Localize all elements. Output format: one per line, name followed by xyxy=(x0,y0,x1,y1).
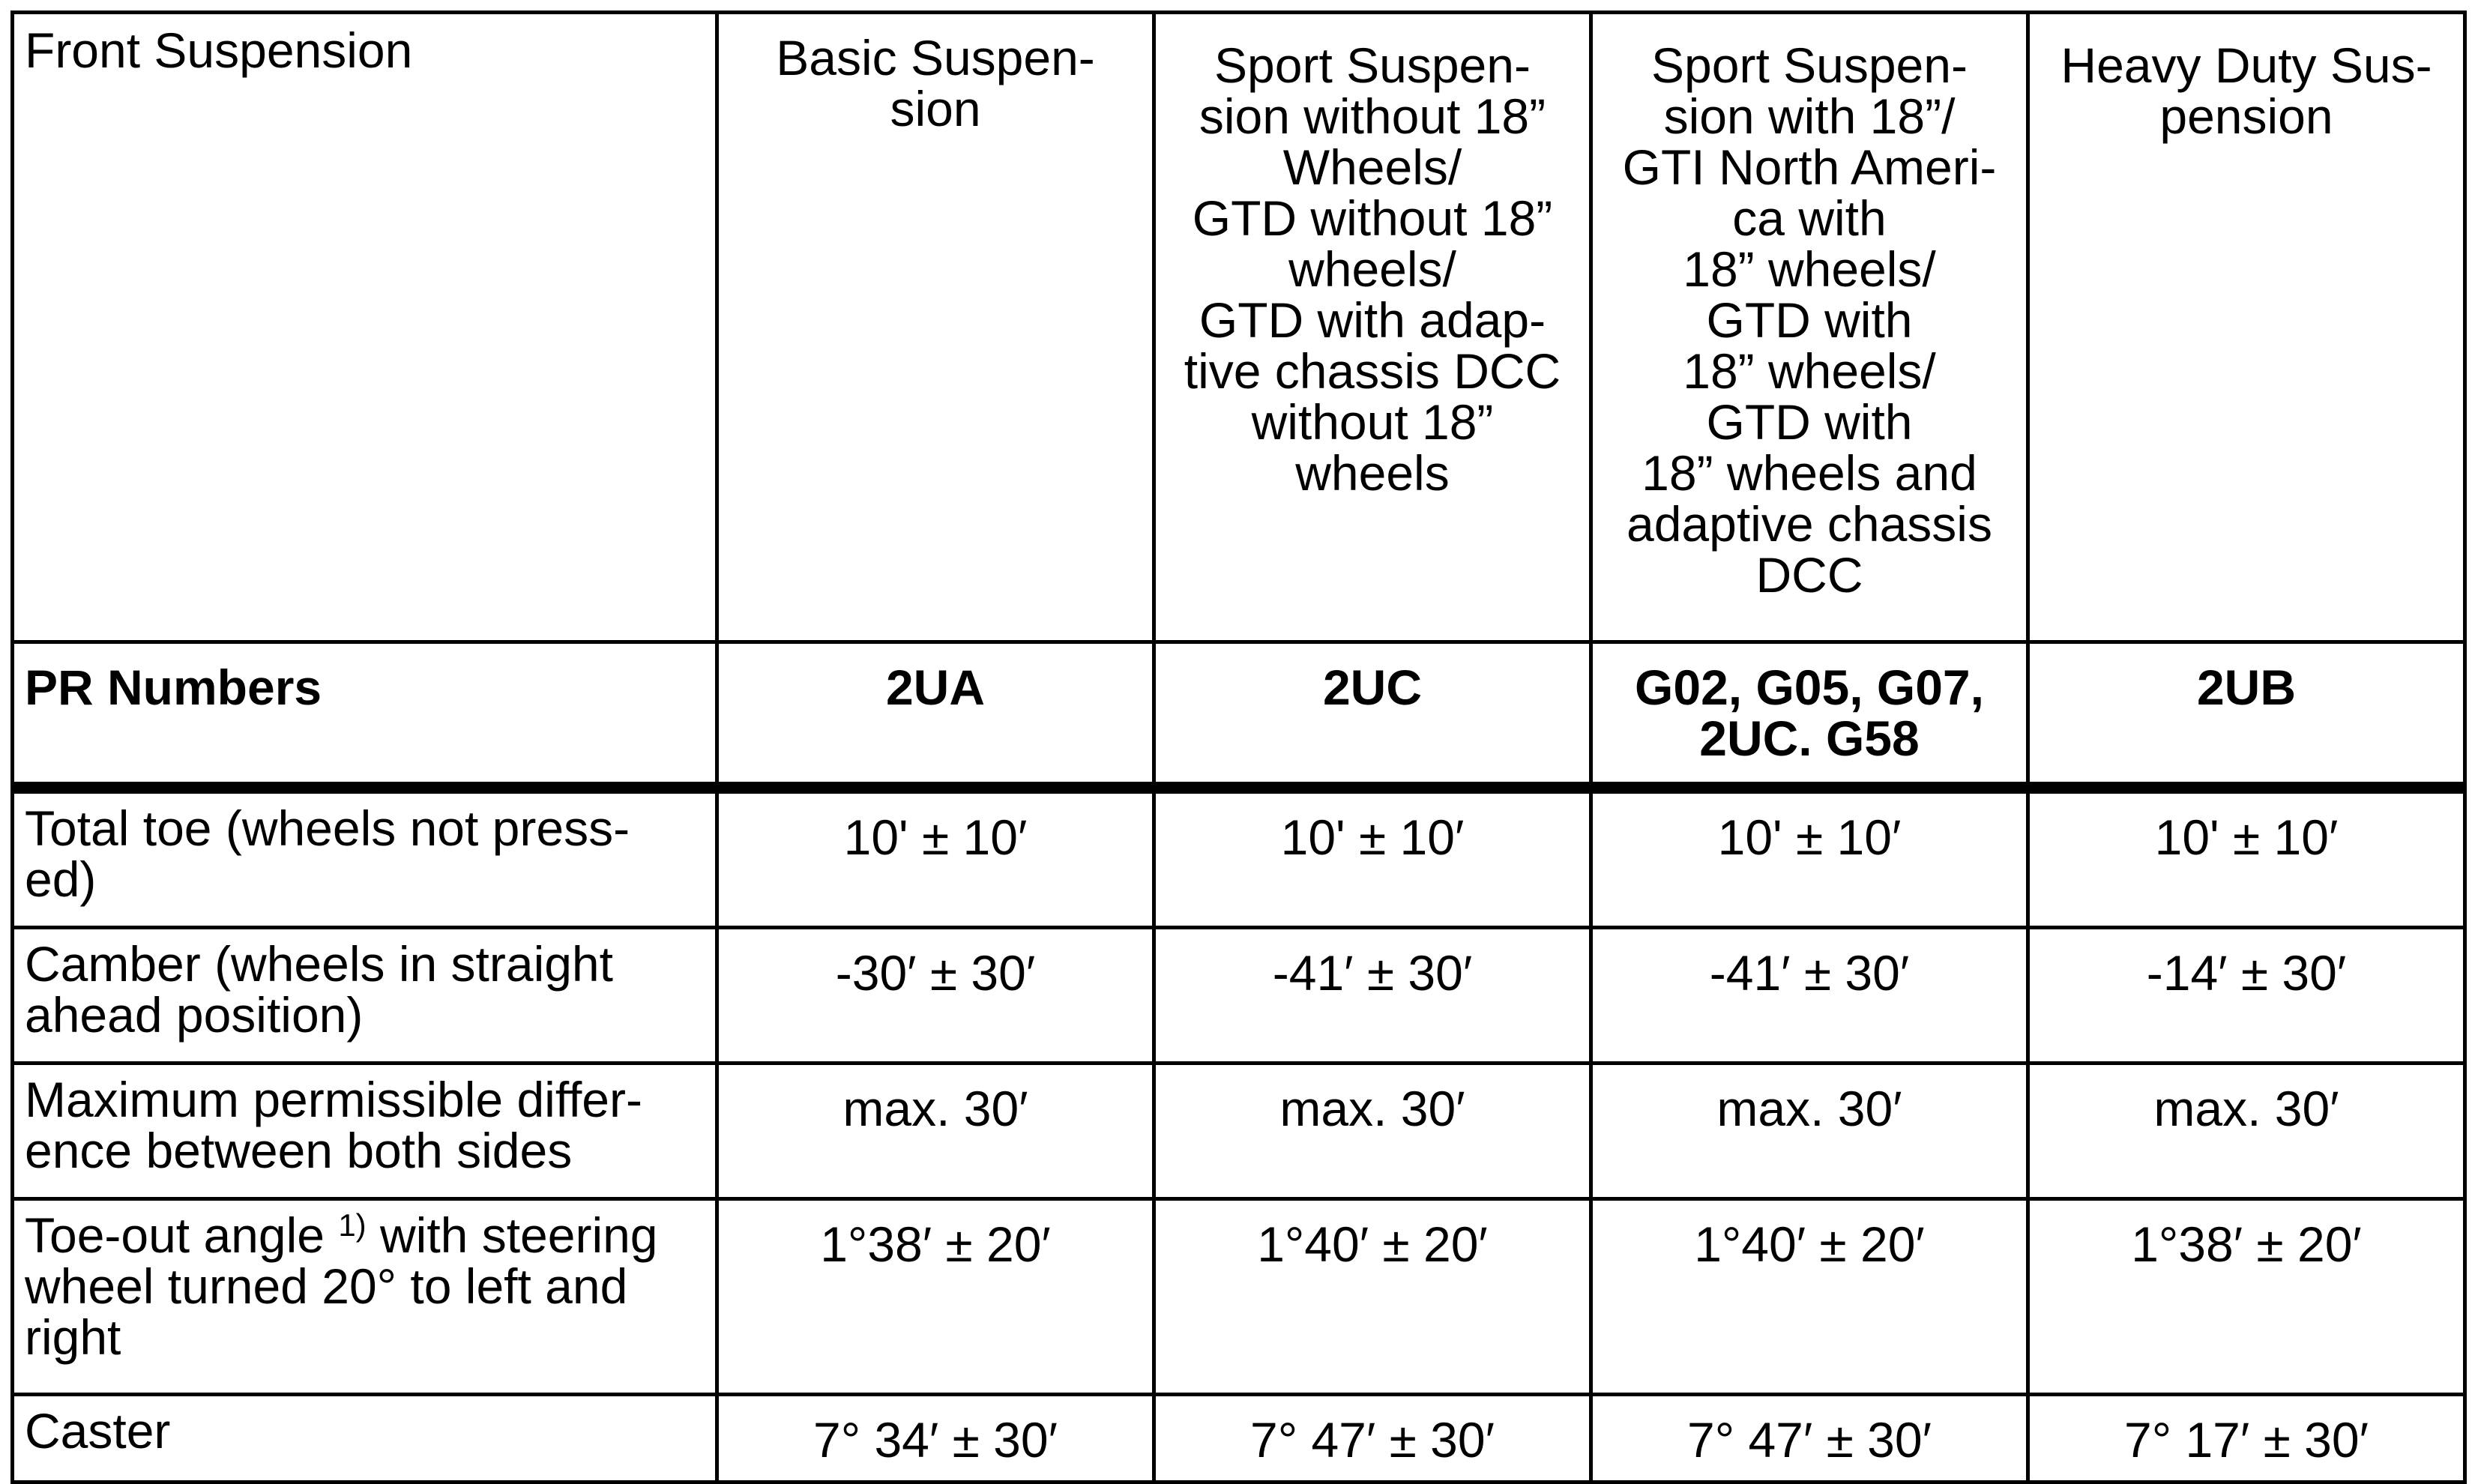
cell-total-toe-basic: 10' ± 10′ xyxy=(717,788,1154,928)
pr-numbers-label: PR Numbers xyxy=(13,642,717,788)
cell-total-toe-sport-without-18: 10' ± 10′ xyxy=(1154,788,1591,928)
cell-toe-out-angle-basic: 1°38′ ± 20′ xyxy=(717,1199,1154,1395)
header-row xyxy=(13,13,2465,642)
cell-max-difference-sport-without-18: max. 30′ xyxy=(1154,1064,1591,1199)
cell-total-toe-heavy-duty: 10' ± 10′ xyxy=(2028,788,2465,928)
pr-number-sport-without-18: 2UC xyxy=(1154,642,1591,788)
row-label-toe-out-angle xyxy=(13,1199,717,1395)
cell-caster-sport-without-18: 7° 47′ ± 30′ xyxy=(1154,1395,1591,1483)
header-sport-suspension-with-18: Sport Suspen- sion with 18”/ GTI North Ameri- ca with 18” wheels/ GTD with 18” wheels/ GTD with 18” wheels and adaptive chassis DCC xyxy=(1591,13,2028,642)
cell-camber-basic: -30′ ± 30′ xyxy=(717,928,1154,1064)
header-label-front-suspension: Front Suspension xyxy=(13,13,717,642)
header-heavy-duty-suspension: Heavy Duty Sus- pension xyxy=(2028,13,2465,642)
cell-total-toe-sport-with-18: 10' ± 10′ xyxy=(1591,788,2028,928)
table-row-toe-out-angle xyxy=(13,1199,2465,1395)
cell-max-difference-heavy-duty: max. 30′ xyxy=(2028,1064,2465,1199)
footnote-marker: 1) xyxy=(338,1207,367,1243)
pr-numbers-row xyxy=(13,642,2465,788)
row-label-toe-out-angle-before: Toe-out angle xyxy=(25,1207,339,1263)
pr-number-heavy-duty: 2UB xyxy=(2028,642,2465,788)
front-suspension-spec-table xyxy=(10,10,2467,1484)
table-row-total-toe xyxy=(13,788,2465,928)
cell-toe-out-angle-sport-without-18: 1°40′ ± 20′ xyxy=(1154,1199,1591,1395)
table-row-max-difference xyxy=(13,1064,2465,1199)
cell-caster-sport-with-18: 7° 47′ ± 30′ xyxy=(1591,1395,2028,1483)
header-basic-suspension: Basic Suspen- sion xyxy=(717,13,1154,642)
cell-max-difference-basic: max. 30′ xyxy=(717,1064,1154,1199)
row-label-total-toe: Total toe (wheels not press- ed) xyxy=(13,788,717,928)
cell-max-difference-sport-with-18: max. 30′ xyxy=(1591,1064,2028,1199)
table-row-camber xyxy=(13,928,2465,1064)
pr-number-basic: 2UA xyxy=(717,642,1154,788)
cell-toe-out-angle-sport-with-18: 1°40′ ± 20′ xyxy=(1591,1199,2028,1395)
cell-caster-heavy-duty: 7° 17′ ± 30′ xyxy=(2028,1395,2465,1483)
cell-camber-heavy-duty: -14′ ± 30′ xyxy=(2028,928,2465,1064)
row-label-max-difference: Maximum permissible differ- ence between both sides xyxy=(13,1064,717,1199)
row-label-caster: Caster xyxy=(13,1395,717,1483)
header-sport-suspension-without-18: Sport Suspen- sion without 18” Wheels/ GTD without 18” wheels/ GTD with adap- tive chassis DCC without 18” wheels xyxy=(1154,13,1591,642)
cell-caster-basic: 7° 34′ ± 30′ xyxy=(717,1395,1154,1483)
pr-number-sport-with-18: G02, G05, G07, 2UC. G58 xyxy=(1591,642,2028,788)
table-row-caster xyxy=(13,1395,2465,1483)
cell-camber-sport-without-18: -41′ ± 30′ xyxy=(1154,928,1591,1064)
row-label-toe-out-angle-after: with steering wheel turned 20° to left and right xyxy=(25,1207,658,1365)
cell-toe-out-angle-heavy-duty: 1°38′ ± 20′ xyxy=(2028,1199,2465,1395)
row-label-camber: Camber (wheels in straight ahead position) xyxy=(13,928,717,1064)
cell-camber-sport-with-18: -41′ ± 30′ xyxy=(1591,928,2028,1064)
